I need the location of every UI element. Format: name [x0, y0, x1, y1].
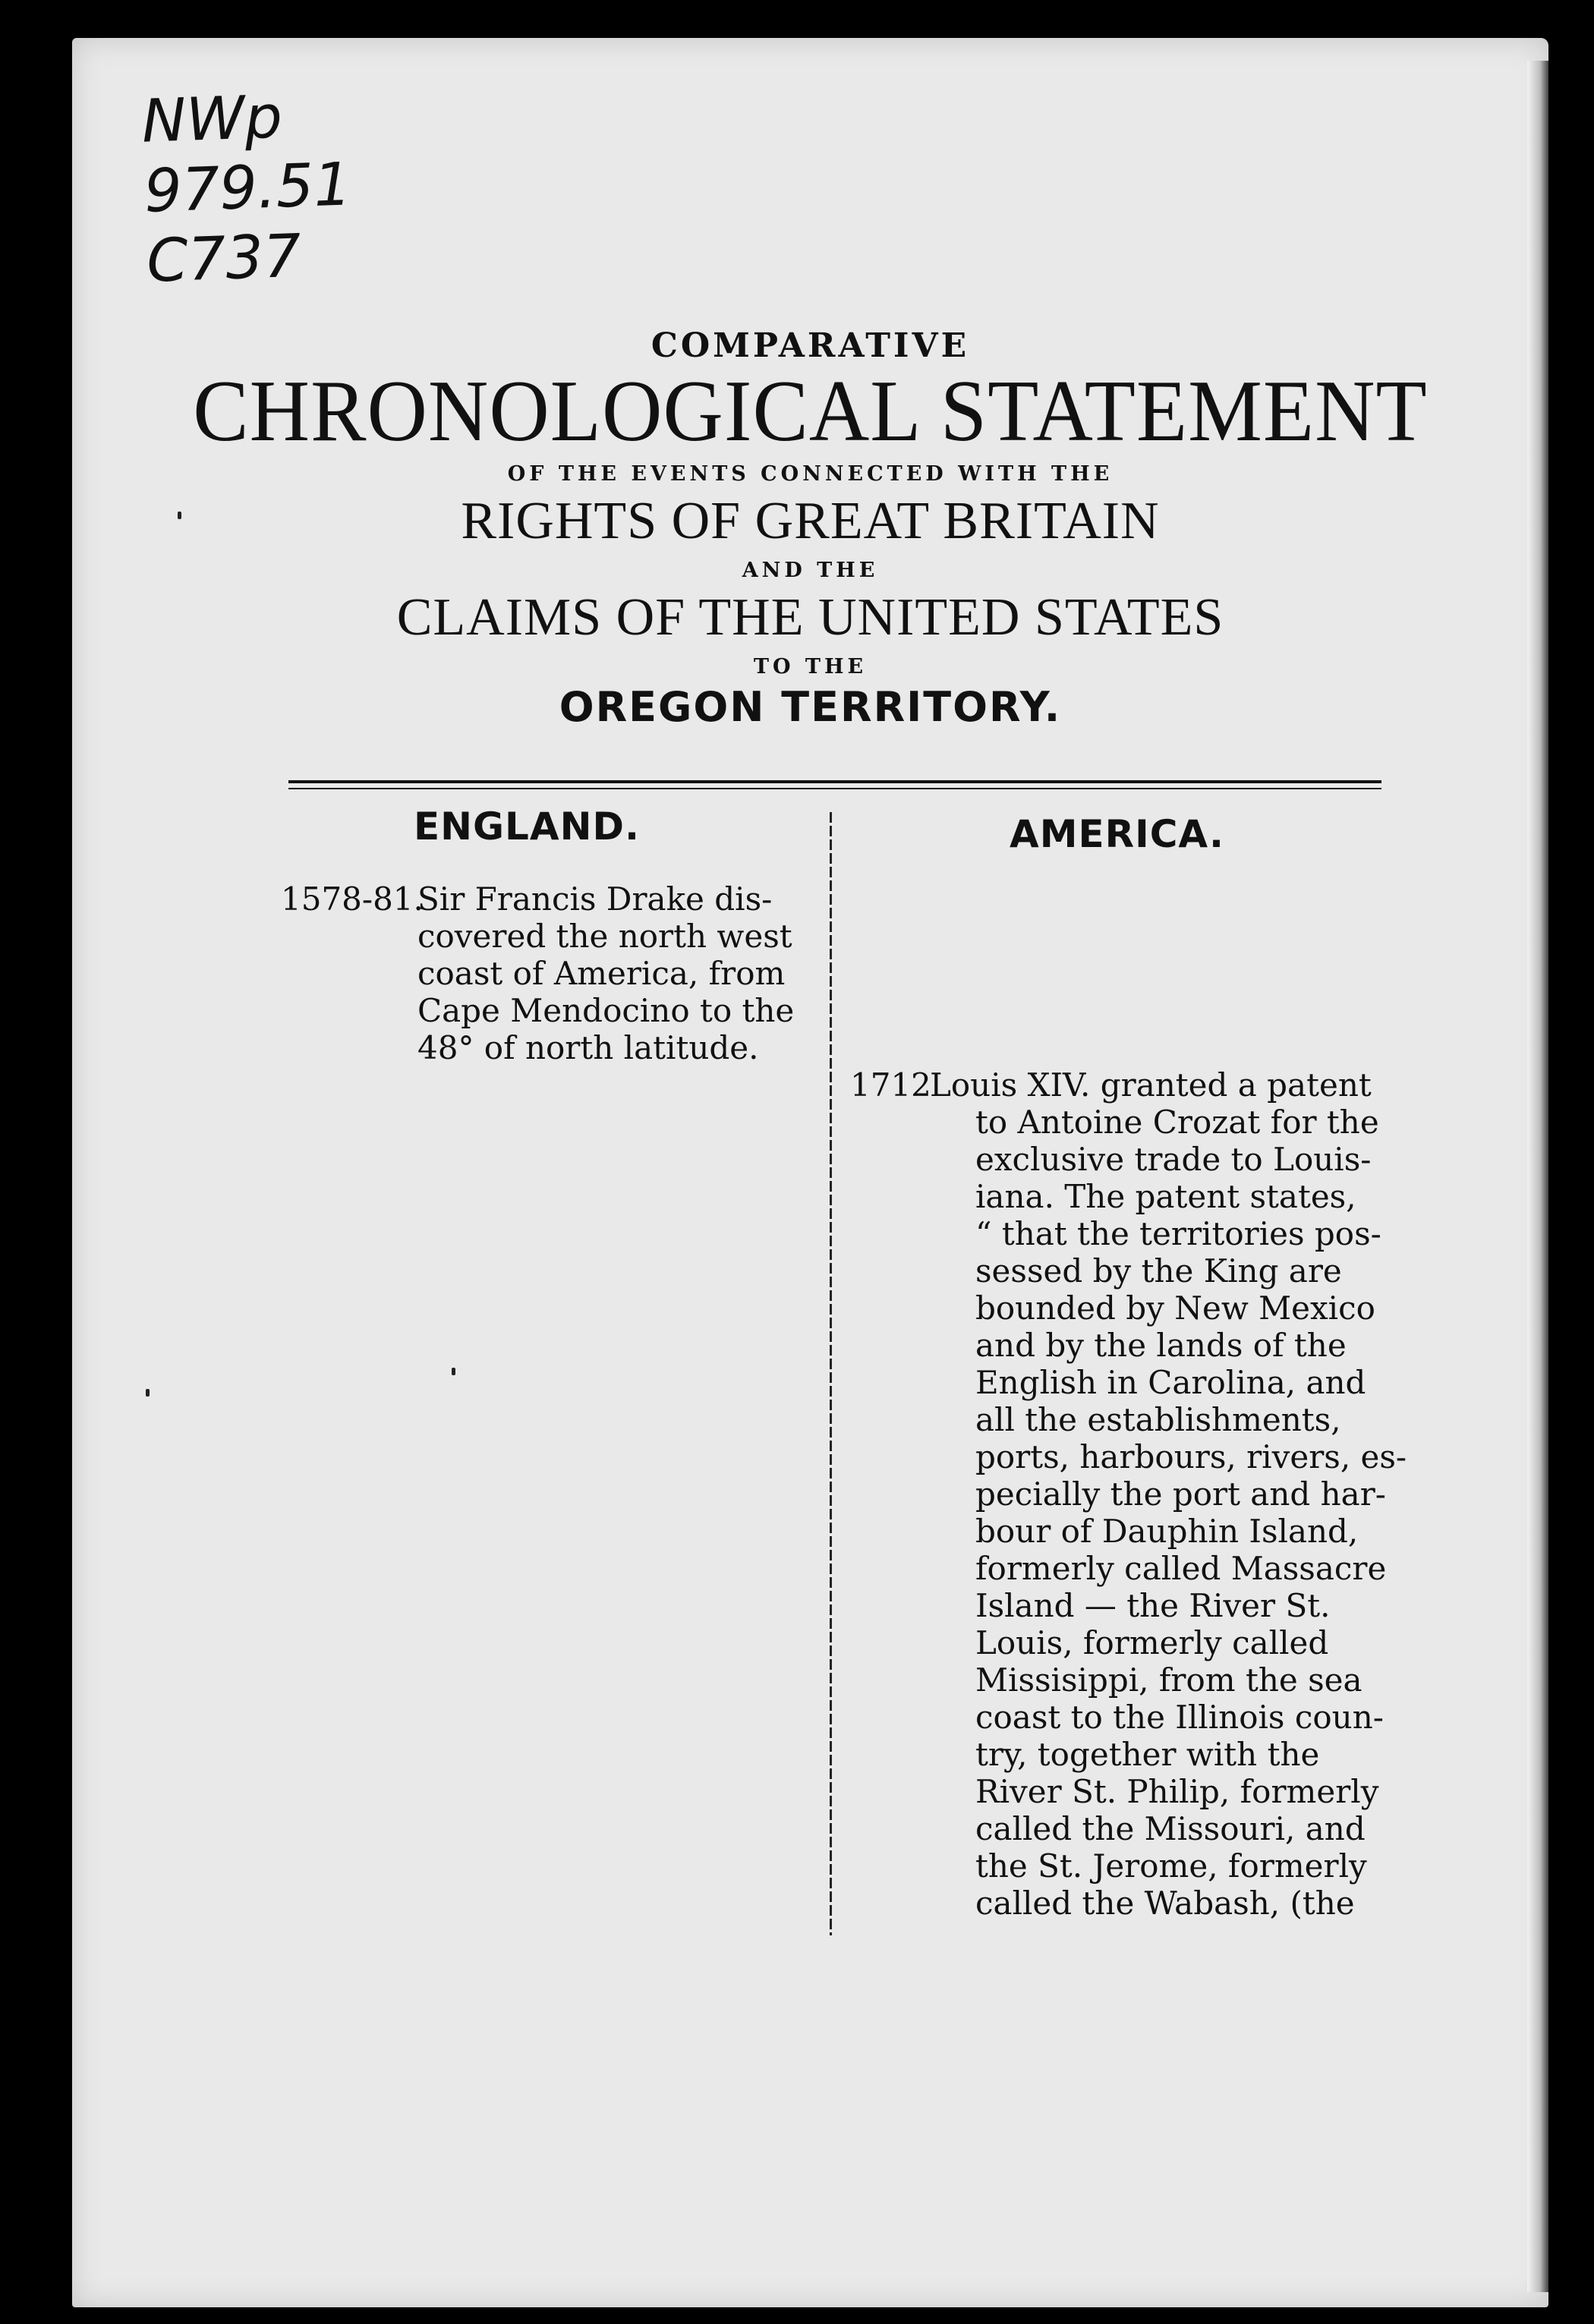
- entry-line: 48° of north latitude.: [417, 1029, 759, 1066]
- entry-line: formerly called Massacre: [975, 1550, 1387, 1587]
- call-number-line: C737: [145, 222, 303, 296]
- title-line-events: OF THE EVENTS CONNECTED WITH THE: [507, 462, 1114, 486]
- england-heading: ENGLAND.: [414, 805, 640, 849]
- title-line-oregon: OREGON TERRITORY.: [559, 683, 1062, 731]
- title-line-chronological: CHRONOLOGICAL STATEMENT: [193, 361, 1428, 460]
- entry-line: and by the lands of the: [975, 1327, 1347, 1364]
- ink-speck: [146, 1389, 150, 1397]
- entry-line: covered the north west: [417, 918, 792, 955]
- america-heading: AMERICA.: [1010, 812, 1225, 856]
- entry-line: Cape Mendocino to the: [417, 992, 795, 1029]
- entry-line: Missisippi, from the sea: [975, 1661, 1362, 1699]
- ink-speck: [452, 1368, 455, 1375]
- title-block: [72, 326, 1548, 731]
- title-line-comparative: COMPARATIVE: [651, 326, 970, 365]
- entry-text: [417, 880, 812, 918]
- entry-line: English in Carolina, and: [975, 1364, 1366, 1401]
- entry-line: sessed by the King are: [975, 1252, 1342, 1290]
- entry-line: coast to the Illinois coun-: [975, 1699, 1384, 1736]
- entry-line: to Antoine Crozat for the: [975, 1104, 1379, 1141]
- entry-text-cont: [417, 918, 812, 1066]
- entry-line: coast of America, from: [417, 955, 786, 992]
- entry-line: pecially the port and har-: [975, 1475, 1386, 1513]
- entry-line: “ that the territories pos-: [975, 1215, 1381, 1252]
- entry-line: River St. Philip, formerly: [975, 1773, 1379, 1810]
- entry-line: ports, harbours, rivers, es-: [975, 1438, 1407, 1475]
- entry-line: Sir Francis Drake dis-: [417, 880, 773, 918]
- entry-text: [975, 1104, 1469, 1922]
- title-line-to-the: TO THE: [753, 655, 868, 679]
- entry-line: the St. Jerome, formerly: [975, 1847, 1367, 1885]
- column-divider: [830, 812, 832, 1935]
- ink-speck: [178, 512, 181, 519]
- entry-line: Island — the River St.: [975, 1587, 1331, 1624]
- entry-line: exclusive trade to Louis-: [975, 1141, 1372, 1178]
- entry-year: 1578-81.: [281, 880, 424, 918]
- entry-line: try, together with the: [975, 1736, 1320, 1773]
- entry-line: iana. The patent states,: [975, 1178, 1356, 1215]
- entry-line: called the Wabash, (the: [975, 1885, 1355, 1922]
- handwritten-call-number: [140, 80, 354, 296]
- entry-line: called the Missouri, and: [975, 1810, 1366, 1847]
- title-line-rights: RIGHTS OF GREAT BRITAIN: [461, 492, 1160, 550]
- entry-line-first: Louis XIV. granted a patent: [930, 1066, 1372, 1104]
- entry-line: bour of Dauphin Island,: [975, 1513, 1359, 1550]
- title-line-and-the: AND THE: [742, 559, 879, 582]
- call-number-line: NWp: [140, 83, 284, 156]
- call-number-line: 979.51: [143, 150, 353, 226]
- title-rule-bottom: [288, 788, 1381, 789]
- entry-line: all the establishments,: [975, 1401, 1341, 1438]
- title-rule-top: [288, 780, 1381, 783]
- entry-year: 1712: [850, 1066, 931, 1104]
- entry-line: Louis, formerly called: [975, 1624, 1329, 1661]
- entry-line: bounded by New Mexico: [975, 1290, 1375, 1327]
- title-line-claims: CLAIMS OF THE UNITED STATES: [396, 588, 1224, 647]
